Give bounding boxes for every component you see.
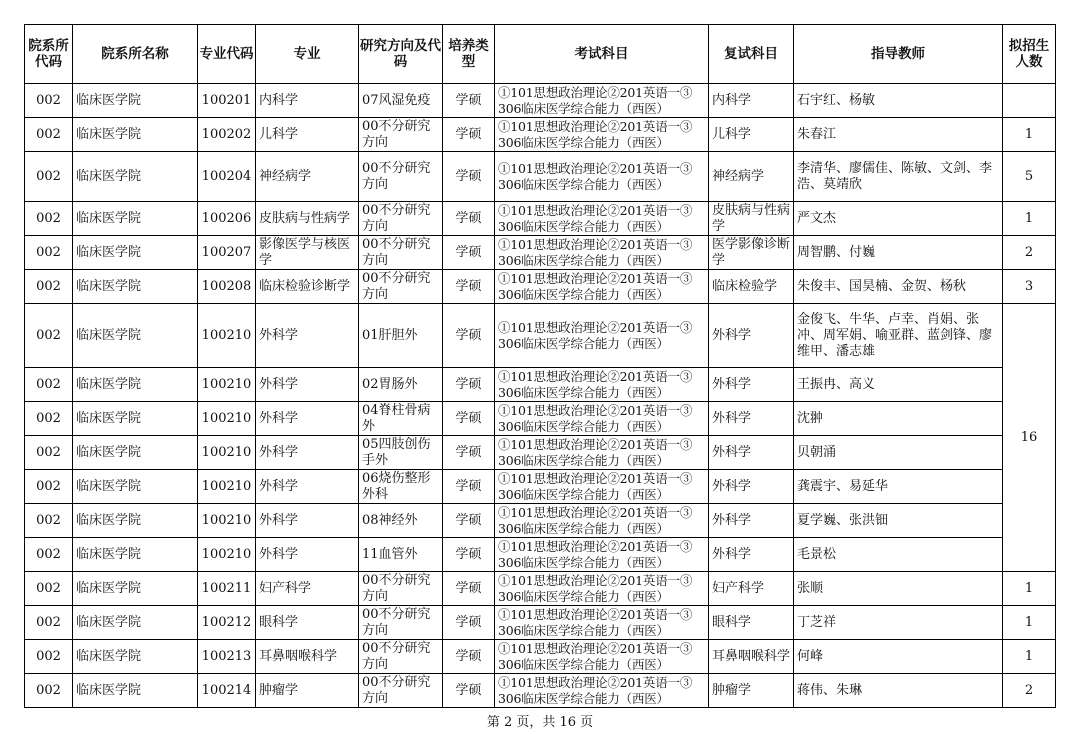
cell-retest: 内科学 xyxy=(709,84,794,118)
cell-retest: 临床检验学 xyxy=(709,270,794,304)
cell-dept-name: 临床医学院 xyxy=(73,470,198,504)
cell-exam xyxy=(495,236,709,270)
cell-dept-code: 002 xyxy=(25,606,73,640)
cell-type: 学硕 xyxy=(443,304,495,368)
cell-dept-name: 临床医学院 xyxy=(73,202,198,236)
cell-exam xyxy=(495,368,709,402)
cell-dept-code: 002 xyxy=(25,236,73,270)
cell-quota: 16 xyxy=(1003,304,1056,572)
exam-line-1: ①101思想政治理论②201英语一③ xyxy=(498,470,693,486)
cell-dept-code: 002 xyxy=(25,640,73,674)
cell-major-code: 100204 xyxy=(198,152,256,202)
cell-advisor: 龚震宇、易延华 xyxy=(794,470,1003,504)
table-body xyxy=(25,84,1056,708)
exam-line-1: ①101思想政治理论②201英语一③ xyxy=(498,270,693,286)
cell-retest: 耳鼻咽喉科学 xyxy=(709,640,794,674)
cell-advisor: 朱春江 xyxy=(794,118,1003,152)
table-row xyxy=(25,402,1056,436)
cell-quota: 1 xyxy=(1003,118,1056,152)
cell-direction: 00不分研究方向 xyxy=(359,118,443,152)
exam-line-1: ①101思想政治理论②201英语一③ xyxy=(498,160,693,176)
cell-major: 外科学 xyxy=(256,538,359,572)
cell-retest: 外科学 xyxy=(709,402,794,436)
cell-dept-code: 002 xyxy=(25,84,73,118)
cell-major-code: 100201 xyxy=(198,84,256,118)
cell-quota xyxy=(1003,84,1056,118)
header-advisor: 指导教师 xyxy=(794,25,1003,84)
cell-major: 耳鼻咽喉科学 xyxy=(256,640,359,674)
cell-type: 学硕 xyxy=(443,402,495,436)
cell-exam xyxy=(495,270,709,304)
cell-retest: 外科学 xyxy=(709,504,794,538)
cell-dept-name: 临床医学院 xyxy=(73,118,198,152)
cell-dept-name: 临床医学院 xyxy=(73,572,198,606)
cell-dept-code: 002 xyxy=(25,538,73,572)
cell-type: 学硕 xyxy=(443,152,495,202)
cell-direction: 04脊柱骨病外 xyxy=(359,402,443,436)
page-footer: 第 2 页，共 16 页 xyxy=(486,715,594,730)
exam-line-2: 306临床医学综合能力（西医） xyxy=(498,486,669,502)
cell-type: 学硕 xyxy=(443,202,495,236)
cell-dept-name: 临床医学院 xyxy=(73,606,198,640)
cell-dept-name: 临床医学院 xyxy=(73,402,198,436)
cell-type: 学硕 xyxy=(443,236,495,270)
cell-retest: 医学影像诊断学 xyxy=(709,236,794,270)
cell-dept-code: 002 xyxy=(25,118,73,152)
cell-type: 学硕 xyxy=(443,118,495,152)
cell-retest: 儿科学 xyxy=(709,118,794,152)
cell-type: 学硕 xyxy=(443,504,495,538)
header-row xyxy=(25,25,1056,84)
exam-line-1: ①101思想政治理论②201英语一③ xyxy=(498,319,693,335)
table-row xyxy=(25,470,1056,504)
cell-major: 妇产科学 xyxy=(256,572,359,606)
table-row xyxy=(25,538,1056,572)
cell-retest: 肿瘤学 xyxy=(709,674,794,708)
cell-major: 影像医学与核医学 xyxy=(256,236,359,270)
header-exam: 考试科目 xyxy=(495,25,709,84)
cell-exam xyxy=(495,304,709,368)
cell-exam xyxy=(495,436,709,470)
cell-dept-code: 002 xyxy=(25,152,73,202)
cell-retest: 眼科学 xyxy=(709,606,794,640)
cell-quota: 2 xyxy=(1003,674,1056,708)
cell-direction: 11血管外 xyxy=(359,538,443,572)
cell-major-code: 100214 xyxy=(198,674,256,708)
cell-dept-code: 002 xyxy=(25,572,73,606)
cell-major: 皮肤病与性病学 xyxy=(256,202,359,236)
cell-major-code: 100210 xyxy=(198,470,256,504)
cell-major: 临床检验诊断学 xyxy=(256,270,359,304)
exam-line-1: ①101思想政治理论②201英语一③ xyxy=(498,368,693,384)
cell-advisor: 夏学巍、张洪钿 xyxy=(794,504,1003,538)
exam-line-2: 306临床医学综合能力（西医） xyxy=(498,335,669,351)
exam-line-2: 306临床医学综合能力（西医） xyxy=(498,252,669,268)
table-row xyxy=(25,572,1056,606)
table-row xyxy=(25,270,1056,304)
cell-major: 外科学 xyxy=(256,470,359,504)
exam-line-2: 306临床医学综合能力（西医） xyxy=(498,218,669,234)
header-major: 专业 xyxy=(256,25,359,84)
exam-line-1: ①101思想政治理论②201英语一③ xyxy=(498,236,693,252)
header-dept-name: 院系所名称 xyxy=(73,25,198,84)
exam-line-2: 306临床医学综合能力（西医） xyxy=(498,452,669,468)
cell-advisor: 王振冉、高义 xyxy=(794,368,1003,402)
cell-type: 学硕 xyxy=(443,368,495,402)
table-row xyxy=(25,152,1056,202)
cell-major-code: 100211 xyxy=(198,572,256,606)
exam-line-2: 306临床医学综合能力（西医） xyxy=(498,418,669,434)
header-retest: 复试科目 xyxy=(709,25,794,84)
exam-line-1: ①101思想政治理论②201英语一③ xyxy=(498,84,693,100)
cell-exam xyxy=(495,470,709,504)
cell-dept-code: 002 xyxy=(25,202,73,236)
cell-direction: 06烧伤整形外科 xyxy=(359,470,443,504)
cell-major: 外科学 xyxy=(256,304,359,368)
cell-quota: 1 xyxy=(1003,572,1056,606)
table-row xyxy=(25,368,1056,402)
cell-major: 外科学 xyxy=(256,402,359,436)
cell-exam xyxy=(495,152,709,202)
table-row xyxy=(25,236,1056,270)
exam-line-2: 306临床医学综合能力（西医） xyxy=(498,134,669,150)
cell-dept-code: 002 xyxy=(25,270,73,304)
cell-advisor: 周智鹏、付巍 xyxy=(794,236,1003,270)
cell-major: 外科学 xyxy=(256,436,359,470)
cell-quota: 1 xyxy=(1003,640,1056,674)
cell-advisor: 毛景松 xyxy=(794,538,1003,572)
cell-direction: 07风湿免疫 xyxy=(359,84,443,118)
table-row xyxy=(25,504,1056,538)
cell-major: 神经病学 xyxy=(256,152,359,202)
cell-advisor: 张顺 xyxy=(794,572,1003,606)
cell-quota: 1 xyxy=(1003,606,1056,640)
cell-direction: 00不分研究方向 xyxy=(359,640,443,674)
header-type: 培养类型 xyxy=(443,25,495,84)
cell-advisor: 丁芝祥 xyxy=(794,606,1003,640)
exam-line-2: 306临床医学综合能力（西医） xyxy=(498,520,669,536)
table-row xyxy=(25,606,1056,640)
exam-line-1: ①101思想政治理论②201英语一③ xyxy=(498,572,693,588)
cell-quota: 2 xyxy=(1003,236,1056,270)
cell-retest: 外科学 xyxy=(709,538,794,572)
cell-retest: 妇产科学 xyxy=(709,572,794,606)
cell-direction: 05四肢创伤手外 xyxy=(359,436,443,470)
cell-major-code: 100210 xyxy=(198,368,256,402)
cell-retest: 皮肤病与性病学 xyxy=(709,202,794,236)
exam-line-2: 306临床医学综合能力（西医） xyxy=(498,176,669,192)
cell-major-code: 100212 xyxy=(198,606,256,640)
cell-direction: 00不分研究方向 xyxy=(359,152,443,202)
exam-line-1: ①101思想政治理论②201英语一③ xyxy=(498,606,693,622)
cell-dept-name: 临床医学院 xyxy=(73,84,198,118)
header-direction: 研究方向及代码 xyxy=(359,25,443,84)
cell-exam xyxy=(495,606,709,640)
cell-dept-name: 临床医学院 xyxy=(73,152,198,202)
cell-exam xyxy=(495,640,709,674)
cell-dept-name: 临床医学院 xyxy=(73,674,198,708)
cell-dept-code: 002 xyxy=(25,368,73,402)
cell-major-code: 100210 xyxy=(198,402,256,436)
cell-major: 内科学 xyxy=(256,84,359,118)
cell-advisor: 朱俊丰、国昊楠、金贺、杨秋 xyxy=(794,270,1003,304)
cell-dept-code: 002 xyxy=(25,436,73,470)
cell-major-code: 100213 xyxy=(198,640,256,674)
cell-type: 学硕 xyxy=(443,538,495,572)
cell-retest: 外科学 xyxy=(709,368,794,402)
cell-type: 学硕 xyxy=(443,270,495,304)
exam-line-2: 306临床医学综合能力（西医） xyxy=(498,384,669,400)
cell-direction: 01肝胆外 xyxy=(359,304,443,368)
cell-exam xyxy=(495,572,709,606)
cell-advisor: 何峰 xyxy=(794,640,1003,674)
cell-major: 外科学 xyxy=(256,368,359,402)
exam-line-1: ①101思想政治理论②201英语一③ xyxy=(498,538,693,554)
exam-line-2: 306临床医学综合能力（西医） xyxy=(498,622,669,638)
exam-line-2: 306临床医学综合能力（西医） xyxy=(498,554,669,570)
cell-major: 外科学 xyxy=(256,504,359,538)
exam-line-1: ①101思想政治理论②201英语一③ xyxy=(498,402,693,418)
cell-type: 学硕 xyxy=(443,640,495,674)
exam-line-1: ①101思想政治理论②201英语一③ xyxy=(498,202,693,218)
cell-dept-code: 002 xyxy=(25,470,73,504)
cell-retest: 神经病学 xyxy=(709,152,794,202)
cell-retest: 外科学 xyxy=(709,304,794,368)
cell-dept-name: 临床医学院 xyxy=(73,538,198,572)
table-row xyxy=(25,640,1056,674)
cell-direction: 02胃肠外 xyxy=(359,368,443,402)
cell-advisor: 沈翀 xyxy=(794,402,1003,436)
cell-dept-name: 临床医学院 xyxy=(73,236,198,270)
header-major-code: 专业代码 xyxy=(198,25,256,84)
exam-line-1: ①101思想政治理论②201英语一③ xyxy=(498,640,693,656)
cell-exam xyxy=(495,118,709,152)
exam-line-1: ①101思想政治理论②201英语一③ xyxy=(498,504,693,520)
table-row xyxy=(25,674,1056,708)
table-row xyxy=(25,118,1056,152)
cell-advisor: 贝朝涌 xyxy=(794,436,1003,470)
cell-type: 学硕 xyxy=(443,470,495,504)
cell-major-code: 100206 xyxy=(198,202,256,236)
cell-type: 学硕 xyxy=(443,674,495,708)
exam-line-2: 306临床医学综合能力（西医） xyxy=(498,690,669,706)
table-row xyxy=(25,202,1056,236)
cell-quota: 5 xyxy=(1003,152,1056,202)
header-dept-code: 院系所代码 xyxy=(25,25,73,84)
cell-quota: 1 xyxy=(1003,202,1056,236)
cell-dept-code: 002 xyxy=(25,504,73,538)
exam-line-1: ①101思想政治理论②201英语一③ xyxy=(498,436,693,452)
exam-line-2: 306临床医学综合能力（西医） xyxy=(498,588,669,604)
cell-major-code: 100210 xyxy=(198,304,256,368)
cell-major-code: 100207 xyxy=(198,236,256,270)
cell-retest: 外科学 xyxy=(709,436,794,470)
cell-advisor: 石宇红、杨敏 xyxy=(794,84,1003,118)
cell-exam xyxy=(495,84,709,118)
exam-line-1: ①101思想政治理论②201英语一③ xyxy=(498,118,693,134)
cell-dept-code: 002 xyxy=(25,402,73,436)
cell-type: 学硕 xyxy=(443,606,495,640)
table-row xyxy=(25,436,1056,470)
cell-type: 学硕 xyxy=(443,84,495,118)
cell-major-code: 100208 xyxy=(198,270,256,304)
cell-dept-name: 临床医学院 xyxy=(73,270,198,304)
table-row xyxy=(25,304,1056,368)
cell-dept-name: 临床医学院 xyxy=(73,436,198,470)
cell-direction: 00不分研究方向 xyxy=(359,236,443,270)
cell-major: 眼科学 xyxy=(256,606,359,640)
cell-major-code: 100210 xyxy=(198,436,256,470)
cell-direction: 08神经外 xyxy=(359,504,443,538)
cell-major-code: 100210 xyxy=(198,538,256,572)
cell-dept-name: 临床医学院 xyxy=(73,368,198,402)
header-quota: 拟招生人数 xyxy=(1003,25,1056,84)
cell-advisor: 李清华、廖儒佳、陈敏、文剑、李浩、莫靖欣 xyxy=(794,152,1003,202)
cell-major-code: 100210 xyxy=(198,504,256,538)
cell-retest: 外科学 xyxy=(709,470,794,504)
cell-advisor: 金俊飞、牛华、卢幸、肖娟、张冲、周军娟、喻亚群、蓝剑锋、廖维甲、潘志雄 xyxy=(794,304,1003,368)
exam-line-1: ①101思想政治理论②201英语一③ xyxy=(498,674,693,690)
exam-line-2: 306临床医学综合能力（西医） xyxy=(498,656,669,672)
cell-exam xyxy=(495,504,709,538)
admissions-table xyxy=(24,24,1056,708)
cell-major: 儿科学 xyxy=(256,118,359,152)
exam-line-2: 306临床医学综合能力（西医） xyxy=(498,286,669,302)
cell-dept-name: 临床医学院 xyxy=(73,304,198,368)
cell-direction: 00不分研究方向 xyxy=(359,572,443,606)
cell-direction: 00不分研究方向 xyxy=(359,270,443,304)
cell-dept-code: 002 xyxy=(25,304,73,368)
cell-major: 肿瘤学 xyxy=(256,674,359,708)
cell-exam xyxy=(495,202,709,236)
cell-dept-name: 临床医学院 xyxy=(73,640,198,674)
cell-exam xyxy=(495,402,709,436)
cell-quota: 3 xyxy=(1003,270,1056,304)
table-row xyxy=(25,84,1056,118)
cell-dept-name: 临床医学院 xyxy=(73,504,198,538)
cell-direction: 00不分研究方向 xyxy=(359,674,443,708)
cell-direction: 00不分研究方向 xyxy=(359,202,443,236)
cell-major-code: 100202 xyxy=(198,118,256,152)
cell-type: 学硕 xyxy=(443,572,495,606)
cell-type: 学硕 xyxy=(443,436,495,470)
cell-advisor: 蒋伟、朱琳 xyxy=(794,674,1003,708)
cell-dept-code: 002 xyxy=(25,674,73,708)
cell-exam xyxy=(495,674,709,708)
cell-advisor: 严文杰 xyxy=(794,202,1003,236)
cell-direction: 00不分研究方向 xyxy=(359,606,443,640)
exam-line-2: 306临床医学综合能力（西医） xyxy=(498,100,669,116)
cell-exam xyxy=(495,538,709,572)
